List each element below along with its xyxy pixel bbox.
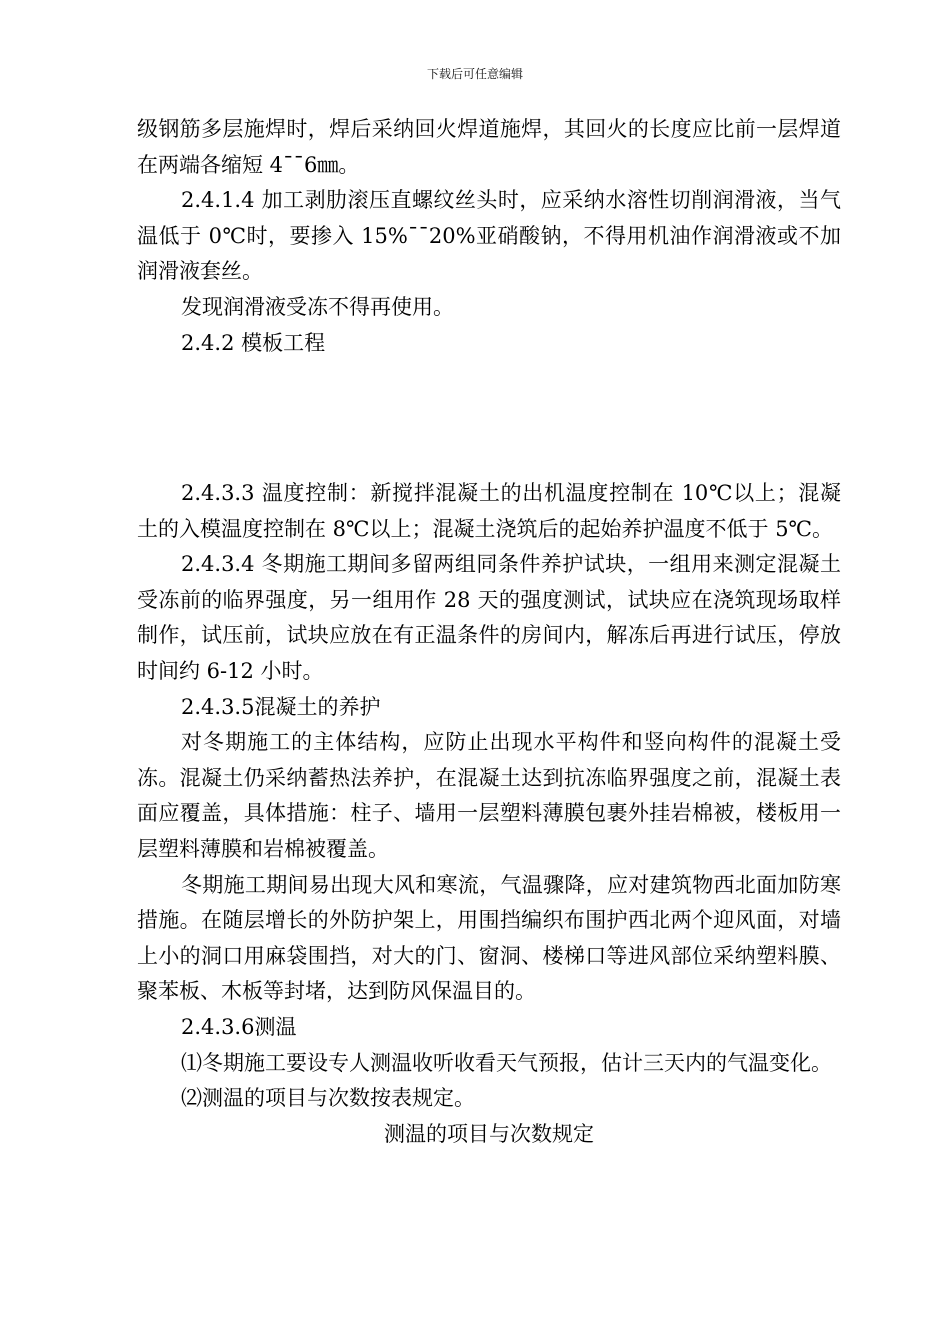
list-item: ⑵测温的项目与次数按表规定。 <box>181 1086 475 1111</box>
document-body-top <box>137 112 841 361</box>
paragraph: 2.4.3.3 温度控制：新搅拌混凝土的出机温度控制在 10℃以上；混凝土的入模温度控制在 8℃以上；混凝土浇筑后的起始养护温度不低于 5℃。 <box>137 481 841 541</box>
section-heading: 2.4.2 模板工程 <box>181 330 326 355</box>
page-header: 下载后可任意编辑 <box>426 67 523 81</box>
document-body-bottom <box>137 476 841 1152</box>
section-heading: 2.4.3.6测温 <box>181 1014 297 1039</box>
paragraph: 级钢筋多层施焊时，焊后采纳回火焊道施焊，其回火的长度应比前一层焊道在两端各缩短 4¯¯6㎜。 <box>137 117 841 177</box>
list-item: ⑴冬期施工要设专人测温收听收看天气预报，估计三天内的气温变化。 <box>181 1050 832 1075</box>
paragraph: 对冬期施工的主体结构，应防止出现水平构件和竖向构件的混凝土受冻。混凝土仍采纳蓄热法养护，在混凝土达到抗冻临界强度之前，混凝土表面应覆盖，具体措施：柱子、墙用一层塑料薄膜包裹外挂岩棉被，楼板用一层塑料薄膜和岩棉被覆盖。 <box>137 730 841 861</box>
paragraph: 发现润滑液受冻不得再使用。 <box>181 294 454 319</box>
paragraph: 冬期施工期间易出现大风和寒流，气温骤降，应对建筑物西北面加防寒措施。在随层增长的外防护架上，用围挡编织布围护西北两个迎风面，对墙上小的洞口用麻袋围挡，对大的门、窗洞、楼梯口等进风部位采纳塑料膜、聚苯板、木板等封堵，达到防风保温目的。 <box>137 872 841 1004</box>
paragraph: 2.4.1.4 加工剥肋滚压直螺纹丝头时，应采纳水溶性切削润滑液，当气温低于 0℃时，要掺入 15%¯¯20%亚硝酸钠，不得用机油作润滑液或不加润滑液套丝。 <box>137 188 841 284</box>
section-heading: 2.4.3.5混凝土的养护 <box>181 694 381 719</box>
paragraph: 2.4.3.4 冬期施工期间多留两组同条件养护试块，一组用来测定混凝土受冻前的临界强度，另一组用作 28 天的强度测试，试块应在浇筑现场取样制作，试压前，试块应放在有正温条件的房间内，解冻后再进行试压，停放时间约 6-12 小时。 <box>137 552 841 683</box>
table-caption: 测温的项目与次数规定 <box>384 1121 594 1146</box>
